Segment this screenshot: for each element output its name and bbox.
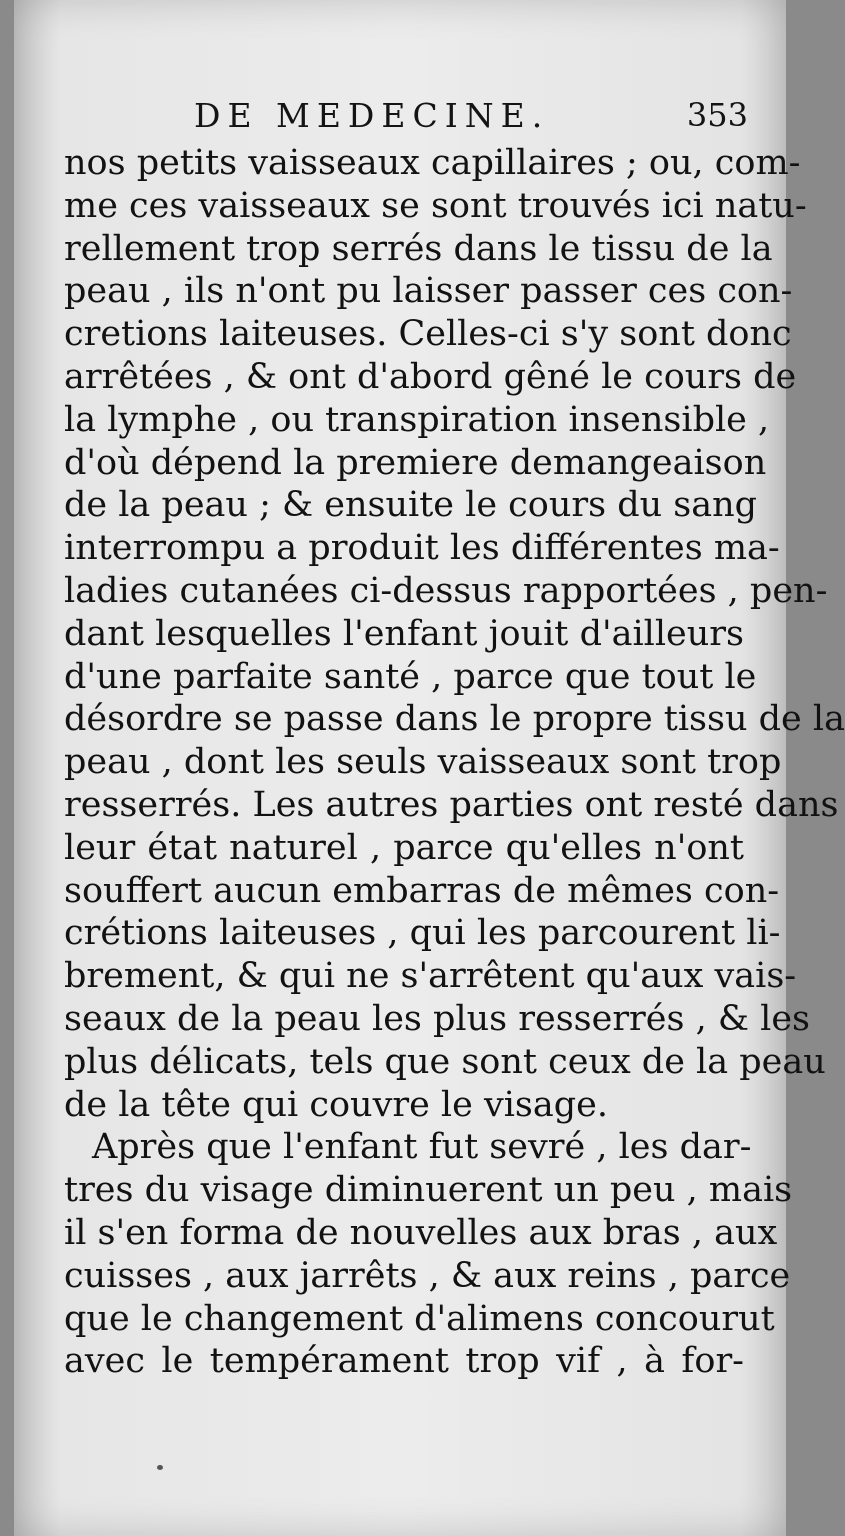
text-line: que le changement d'alimens concourut: [64, 1298, 775, 1339]
text-line: interrompu a produit les différentes ma-: [64, 528, 780, 569]
text-line: peau , ils n'ont pu laisser passer ces con-: [64, 271, 793, 312]
text-line: peau , dont les seuls vaisseaux sont trop: [64, 742, 782, 783]
text-line: tres du visage diminuerent un peu , mais: [64, 1170, 793, 1211]
text-line: resserrés. Les autres parties ont resté dans: [64, 784, 839, 825]
paragraph-end-line: de la tête qui couvre le visage.: [64, 1084, 609, 1125]
text-line: nos petits vaisseaux capillaires ; ou, com-: [64, 143, 801, 183]
text-line: crétions laiteuses , qui les parcourent li-: [64, 913, 781, 954]
text-line: la lymphe , ou transpiration insensible ,: [64, 399, 770, 440]
text-line: d'une parfaite santé , parce que tout le: [64, 656, 757, 697]
text-line: cuisses , aux jarrêts , & aux reins , parce: [64, 1255, 791, 1296]
text-line: il s'en forma de nouvelles aux bras , aux: [64, 1212, 778, 1253]
text-line: avec le tempérament trop vif , à for-: [64, 1341, 744, 1382]
text-line: de la peau ; & ensuite le cours du sang: [64, 485, 758, 526]
text-line: brement, & qui ne s'arrêtent qu'aux vais-: [64, 956, 797, 997]
text-line: ladies cutanées ci-dessus rapportées , pen-: [64, 570, 828, 611]
body-text: [64, 142, 845, 1383]
paragraph-start-line: Après que l'enfant fut sevré , les dar-: [92, 1127, 752, 1168]
text-line: seaux de la peau les plus resserrés , & les: [64, 998, 810, 1039]
text-line: désordre se passe dans le propre tissu de la: [64, 699, 845, 740]
text-line: rellement trop serrés dans le tissu de la: [64, 228, 773, 269]
running-title: DE MEDECINE.: [194, 96, 550, 135]
text-line: souffert aucun embarras de mêmes con-: [64, 870, 780, 911]
page-number: 353: [686, 96, 748, 134]
text-line: d'où dépend la premiere demangeaison: [64, 442, 767, 483]
text-line: plus délicats, tels que sont ceux de la peau: [64, 1041, 826, 1082]
ink-speck: [157, 1465, 163, 1470]
book-page: [14, 0, 845, 1536]
text-line: me ces vaisseaux se sont trouvés ici natu-: [64, 185, 807, 226]
text-line: arrêtées , & ont d'abord gêné le cours de: [64, 356, 797, 397]
text-line: leur état naturel , parce qu'elles n'ont: [64, 827, 744, 868]
text-line: dant lesquelles l'enfant jouit d'ailleurs: [64, 613, 744, 654]
text-line: cretions laiteuses. Celles-ci s'y sont donc: [64, 314, 792, 355]
page-header: [14, 96, 786, 146]
